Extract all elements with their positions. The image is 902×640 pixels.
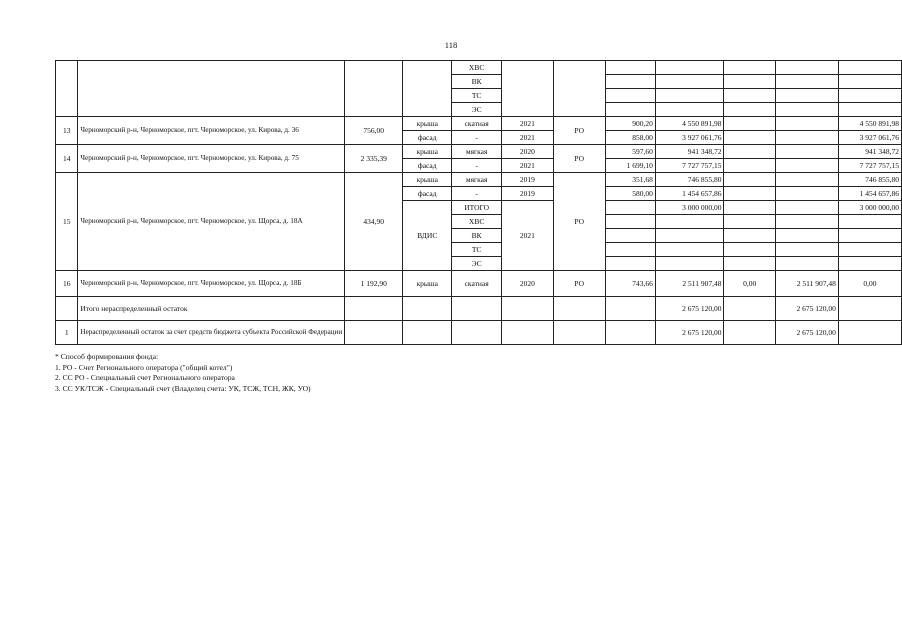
capital-repair-table (55, 60, 902, 345)
itogo-label: ИТОГО (452, 201, 502, 215)
last-value-cell: 4 550 891,98 (838, 117, 901, 131)
work-type-cell: ВДИС (403, 201, 452, 271)
sub-item-label: ВК (452, 75, 502, 89)
footnote-item: 3. СС УК/ТСЖ - Специальный счет (Владелец счета: УК, ТСЖ, ТСН, ЖК, УО) (55, 383, 311, 393)
unit-cost-cell: 580,00 (605, 187, 655, 201)
year-cell: 2019 (502, 187, 554, 201)
work-type-cell: крыша (403, 271, 452, 297)
last-value-cell: 941 348,72 (838, 145, 901, 159)
last-value-cell: 7 727 757,15 (838, 159, 901, 173)
address-cell: Черноморский р-н, Черноморское, пгт. Черноморское, ул. Щорса, д. 18А (78, 173, 345, 271)
year-cell: 2021 (502, 201, 554, 271)
unit-cost-cell: 351,68 (605, 173, 655, 187)
total-cost-cell: 2 511 907,48 (655, 271, 724, 297)
row-number: 14 (56, 145, 78, 173)
fund-method-cell: РО (553, 271, 605, 297)
fund-method-cell: РО (553, 145, 605, 173)
roof-type-cell: скатная (452, 117, 502, 131)
year-cell: 2019 (502, 173, 554, 187)
total-cost-cell: 1 454 657,86 (655, 187, 724, 201)
sub-item-label: ТС (452, 89, 502, 103)
address-cell: Черноморский р-н, Черноморское, пгт. Черноморское, ул. Кирова, д. 75 (78, 145, 345, 173)
page-number: 118 (444, 40, 458, 50)
year-cell: 2021 (502, 131, 554, 145)
last-value-cell: 746 855,80 (838, 173, 901, 187)
roof-type-cell: - (452, 159, 502, 173)
fund-method-cell: РО (553, 117, 605, 145)
roof-type-cell: - (452, 131, 502, 145)
total-cost-cell: 3 927 061,76 (655, 131, 724, 145)
last-value-cell: 3 927 061,76 (838, 131, 901, 145)
sub-item-label: ХВС (452, 61, 502, 75)
last-value-cell: 1 454 657,86 (838, 187, 901, 201)
area-cell: 1 192,90 (345, 271, 403, 297)
total-cost-cell: 7 727 757,15 (655, 159, 724, 173)
year-cell: 2020 (502, 145, 554, 159)
roof-type-cell: скатная (452, 271, 502, 297)
row-number: 1 (56, 321, 78, 345)
area-cell: 2 335,39 (345, 145, 403, 173)
unit-cost-cell: 858,00 (605, 131, 655, 145)
unit-cost-cell: 1 699,10 (605, 159, 655, 173)
work-type-cell: фасад (403, 187, 452, 201)
footnote-item: 1. РО - Счет Регионального оператора ("общий котел") (55, 362, 233, 372)
table-row (56, 173, 902, 187)
sub-item-label: ЭС (452, 103, 502, 117)
row-number: 13 (56, 117, 78, 145)
table-row (56, 145, 902, 159)
table-row (56, 61, 902, 75)
footnote-title: * Способ формирования фонда: (55, 352, 159, 361)
footnote-item: 2. СС РО - Специальный счет Регионального оператора (55, 373, 235, 382)
sub-item-label: ТС (452, 243, 502, 257)
work-type-cell: крыша (403, 145, 452, 159)
roof-type-cell: мягкая (452, 173, 502, 187)
sub-item-label: ХВС (452, 215, 502, 229)
total-cost-cell: 2 675 120,00 (655, 321, 724, 345)
last-value-cell: 0,00 (838, 271, 901, 297)
table-row (56, 297, 902, 321)
year-cell: 2021 (502, 159, 554, 173)
address-cell: Черноморский р-н, Черноморское, пгт. Черноморское, ул. Кирова, д. 36 (78, 117, 345, 145)
address-cell: Черноморский р-н, Черноморское, пгт. Черноморское, ул. Щорса, д. 18Б (78, 271, 345, 297)
roof-type-cell: - (452, 187, 502, 201)
work-type-cell: крыша (403, 173, 452, 187)
year-cell: 2021 (502, 117, 554, 131)
footnotes (55, 352, 311, 394)
area-cell: 434,90 (345, 173, 403, 271)
unit-cost-cell: 900,20 (605, 117, 655, 131)
itogo-ostatok-label: Итого нераспределенный остаток (78, 297, 345, 321)
table-row (56, 271, 902, 297)
fund-method-cell: РО (553, 173, 605, 271)
roof-type-cell: мягкая (452, 145, 502, 159)
work-type-cell: фасад (403, 131, 452, 145)
col10-cell: 2 511 907,48 (775, 271, 838, 297)
col10-cell: 2 675 120,00 (775, 321, 838, 345)
total-cost-cell: 746 855,80 (655, 173, 724, 187)
budget-label: Нераспределенный остаток за счет средств бюджета субъекта Российской Федерации (78, 321, 345, 345)
table-row (56, 117, 902, 131)
year-cell: 2020 (502, 271, 554, 297)
work-type-cell: фасад (403, 159, 452, 173)
sub-item-label: ЭС (452, 257, 502, 271)
last-value-cell: 3 000 000,00 (838, 201, 901, 215)
unit-cost-cell: 743,66 (605, 271, 655, 297)
row-number: 15 (56, 173, 78, 271)
row-number: 16 (56, 271, 78, 297)
total-cost-cell: 2 675 120,00 (655, 297, 724, 321)
work-type-cell: крыша (403, 117, 452, 131)
area-cell: 756,00 (345, 117, 403, 145)
total-cost-cell: 4 550 891,98 (655, 117, 724, 131)
total-cost-cell: 941 348,72 (655, 145, 724, 159)
total-cost-cell: 3 000 000,00 (655, 201, 724, 215)
col10-cell: 2 675 120,00 (775, 297, 838, 321)
col9-cell: 0,00 (724, 271, 775, 297)
sub-item-label: ВК (452, 229, 502, 243)
table-row (56, 321, 902, 345)
unit-cost-cell: 597,60 (605, 145, 655, 159)
